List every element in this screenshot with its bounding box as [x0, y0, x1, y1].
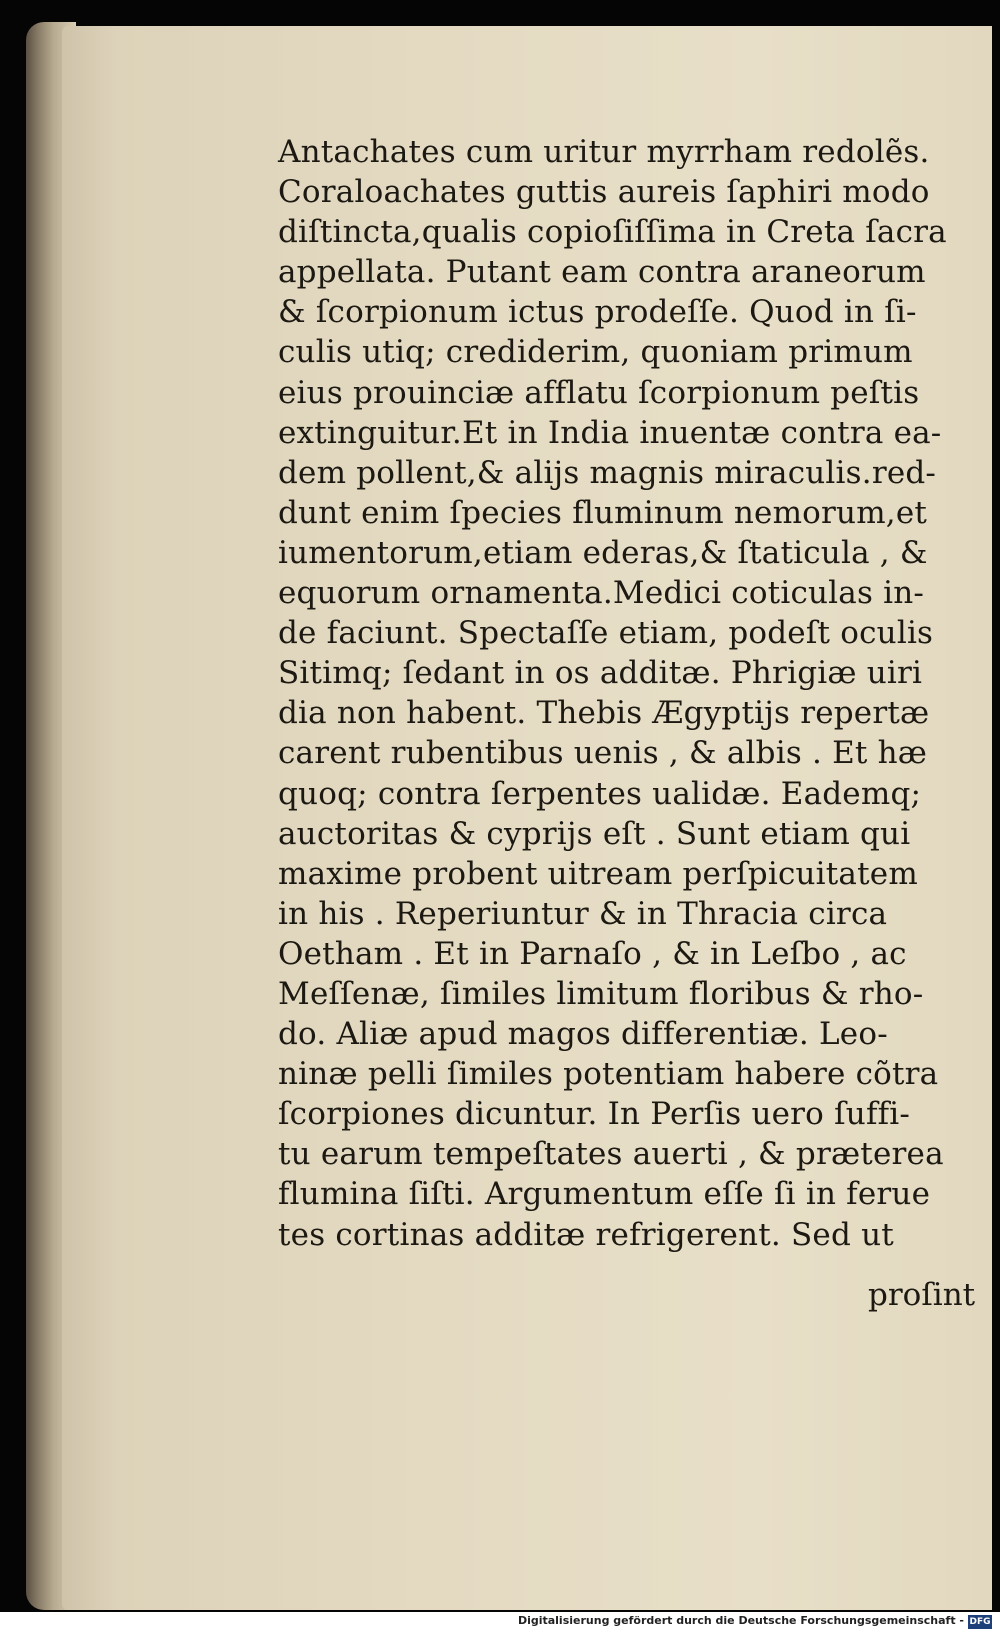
text-line: dem pollent,& alijs magnis miraculis.red- [278, 454, 937, 491]
text-line: in his . Reperiuntur & in Thracia circa [278, 895, 888, 932]
text-line: dia non habent. Thebis Ægyptijs repertæ [278, 695, 930, 732]
text-line: iumentorum,etiam ederas,& ſtaticula , & [278, 534, 928, 571]
text-line: Coraloachates guttis aureis ſaphiri modo [278, 174, 930, 211]
text-line: appellata. Putant eam contra araneorum [278, 254, 926, 291]
text-line: dunt enim ſpecies fluminum nemorum,et [278, 494, 928, 531]
text-line: de faciunt. Spectaſſe etiam, podeſt oculis [278, 615, 934, 652]
text-line: Antachates cum uritur myrrham redolẽs. [278, 134, 930, 170]
catchword: proſint [868, 1277, 976, 1313]
text-line: maxime probent uitream perſpicuitatem [278, 855, 918, 892]
text-line: ninæ pelli ſimiles potentiam habere cõtra [278, 1056, 939, 1093]
text-line: do. Aliæ apud magos differentiæ. Leo- [278, 1016, 888, 1053]
dfg-logo: DFG [969, 1617, 991, 1627]
text-line: equorum ornamenta.Medici coticulas in- [278, 575, 925, 612]
text-block [278, 132, 978, 1255]
text-line: extinguitur.Et in India inuentæ contra ea- [278, 414, 942, 451]
text-line: culis utiq; crediderim, quoniam primum [278, 334, 913, 371]
text-line: diſtincta,qualis copioſiſſima in Creta ſacra [278, 214, 947, 251]
text-line: eius prouinciæ afflatu ſcorpionum peſtis [278, 374, 920, 411]
text-line: Sitimq; ſedant in os additæ. Phrigiæ uiri [278, 655, 923, 692]
text-line: ſcorpiones dicuntur. In Perſis uero ſuffi- [278, 1096, 911, 1133]
digitization-credit: Digitalisierung gefördert durch die Deutsche Forschungsgemeinschaft - [517, 1614, 964, 1627]
text-line: tes cortinas additæ refrigerent. Sed ut [278, 1216, 894, 1253]
text-line: quoq; contra ſerpentes ualidæ. Eademq; [278, 775, 922, 812]
text-line: tu earum tempeſtates auerti , & præterea [278, 1136, 944, 1173]
text-line: Meſſenæ, ſimiles limitum floribus & rho- [278, 975, 924, 1012]
text-line: flumina ſiſti. Argumentum eſſe ſi in ferue [278, 1176, 931, 1213]
text-line: carent rubentibus uenis , & albis . Et hæ [278, 735, 928, 772]
text-line: auctoritas & cyprijs eſt . Sunt etiam qui [278, 815, 911, 852]
text-line: & ſcorpionum ictus prodeſſe. Quod in ſi- [278, 294, 917, 331]
text-line: Oetham . Et in Parnaſo , & in Leſbo , ac [278, 935, 907, 972]
